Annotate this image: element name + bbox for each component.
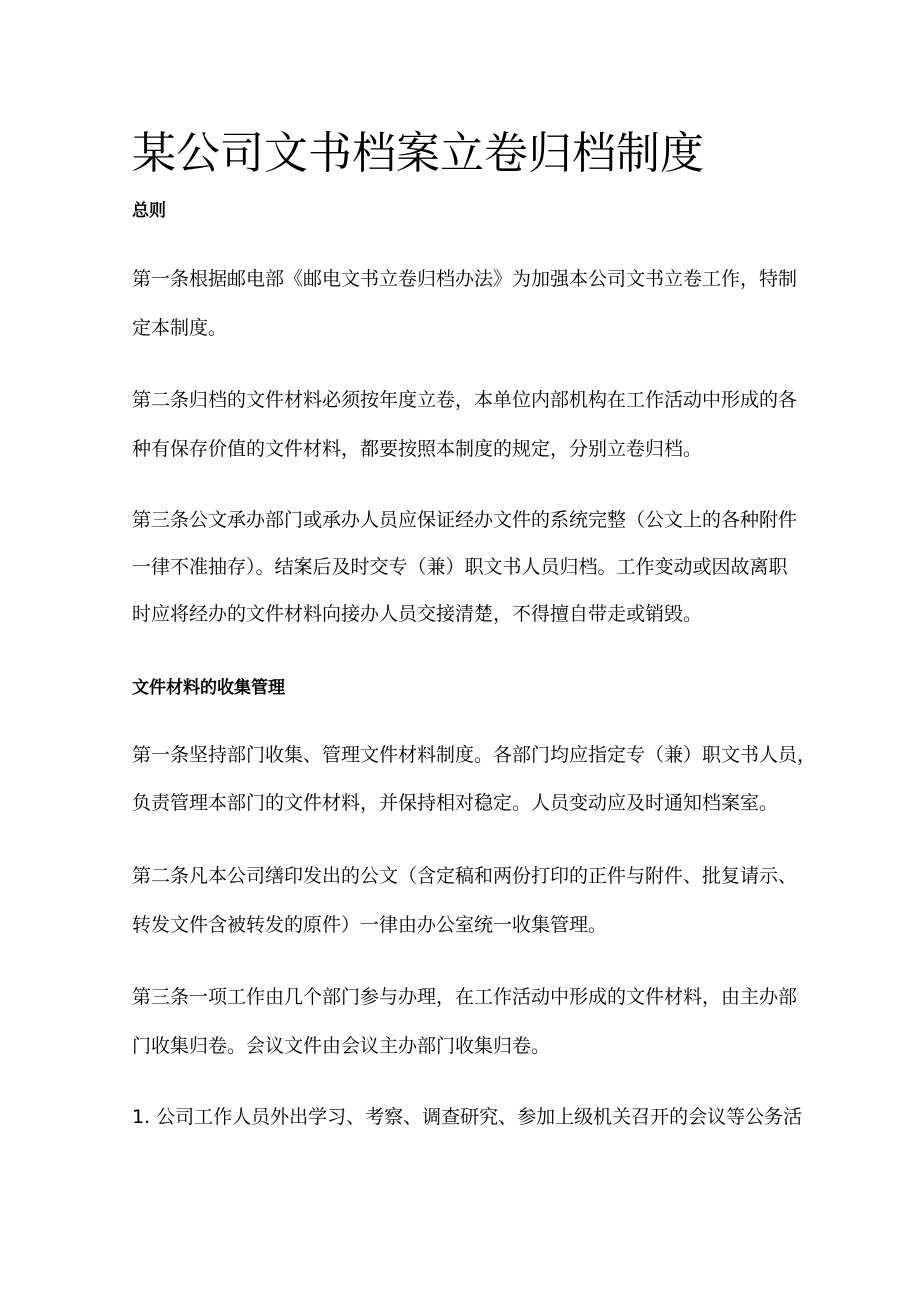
text-line: 转发文件含被转发的原件）一律由办公室统一收集管理。 — [132, 914, 608, 936]
text-line: 门收集归卷。会议文件由会议主办部门收集归卷。 — [132, 1035, 551, 1057]
text-line: 第一条坚持部门收集、管理文件材料制度。各部门均应指定专（兼）职文书人员， — [132, 744, 817, 766]
article-paragraph — [132, 741, 817, 817]
article-paragraph — [132, 862, 802, 939]
article-paragraph — [132, 386, 802, 463]
section-heading-collection: 文件材料的收集管理 — [132, 678, 285, 698]
text-line: 时应将经办的文件材料向接办人员交接清楚，不得擅自带走或销毁。 — [132, 603, 703, 625]
document-title: 某公司文书档案立卷归档制度 — [132, 128, 704, 179]
text-line: 第二条凡本公司缮印发出的公文（含定稿和两份打印的正件与附件、批复请示、 — [132, 865, 798, 887]
text-line: 一律不准抽存）。结案后及时交专（兼）职文书人员归档。工作变动或因故离职 — [132, 556, 788, 578]
text-line: 1. 公司工作人员外出学习、考察、调查研究、参加上级机关召开的会议等公务活 — [132, 1106, 803, 1128]
text-line: 第三条公文承办部门或承办人员应保证经办文件的系统完整（公文上的各种附件 — [132, 509, 798, 531]
text-line: 第二条归档的文件材料必须按年度立卷，本单位内部机构在工作活动中形成的各 — [132, 389, 798, 411]
article-paragraph — [132, 506, 802, 628]
article-paragraph — [132, 265, 802, 342]
list-item-paragraph — [132, 1103, 802, 1131]
section-heading-general: 总则 — [132, 201, 166, 221]
text-line: 种有保存价值的文件材料，都要按照本制度的规定，分别立卷归档。 — [132, 438, 703, 460]
text-line: 第一条根据邮电部《邮电文书立卷归档办法》为加强本公司文书立卷工作，特制 — [132, 268, 798, 290]
article-paragraph — [132, 983, 802, 1060]
text-line: 第三条一项工作由几个部门参与办理，在工作活动中形成的文件材料，由主办部 — [132, 986, 798, 1008]
text-line: 负责管理本部门的文件材料，并保持相对稳定。人员变动应及时通知档案室。 — [132, 792, 779, 814]
text-line: 定本制度。 — [132, 317, 228, 339]
